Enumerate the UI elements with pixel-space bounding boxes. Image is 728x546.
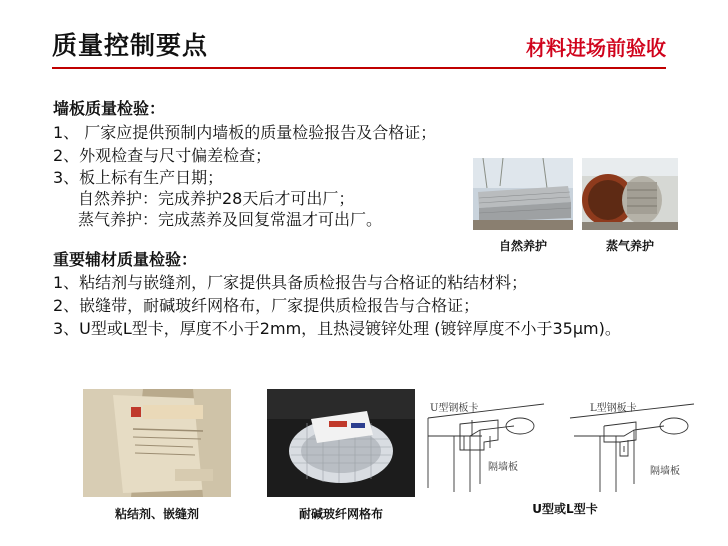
- wall-panel-item-2: 2、外观检查与尺寸偏差检查；: [53, 146, 272, 165]
- fiberglass-mesh-photo: [267, 389, 415, 497]
- u-clip-label: U型钢板卡: [430, 403, 479, 414]
- steam-curing-caption: 蒸气养护: [605, 239, 654, 253]
- page-title: 质量控制要点: [52, 31, 209, 60]
- aux-item-2: 2、嵌缝带，耐碱玻纤网格布，厂家提供质检报告与合格证；: [53, 296, 480, 315]
- adhesive-caption: 粘结剂、嵌缝剂: [114, 507, 199, 521]
- partition-label-l: 隔墙板: [650, 466, 680, 477]
- header-divider: [52, 67, 666, 69]
- wall-panel-item-3: 3、板上标有生产日期；: [53, 168, 224, 187]
- wall-panel-item-1: 1、 厂家应提供预制内墙板的质量检验报告及合格证；: [53, 123, 437, 142]
- aux-materials-heading: 重要辅材质量检验：: [53, 250, 198, 269]
- section-subtitle: 材料进场前验收: [526, 36, 666, 60]
- aux-item-3: 3、U型或L型卡，厚度不小于2mm，且热浸镀锌处理 (镀锌厚度不小于35μm)。: [53, 319, 621, 338]
- u-clip-drawing: [428, 404, 544, 492]
- wall-panel-heading: 墙板质量检验：: [53, 99, 166, 118]
- steam-curing-text: 蒸气养护：完成蒸养及回复常温才可出厂。: [78, 210, 383, 229]
- natural-curing-photo: [473, 158, 573, 230]
- mesh-caption: 耐碱玻纤网格布: [298, 507, 383, 521]
- l-clip-drawing: [570, 404, 694, 492]
- natural-curing-caption: 自然养护: [498, 239, 547, 253]
- l-clip-label: L型钢板卡: [590, 403, 637, 414]
- partition-label-u: 隔墙板: [488, 462, 518, 473]
- clip-diagram: [424, 396, 702, 498]
- steam-curing-photo: [582, 158, 678, 230]
- clip-caption: U型或L型卡: [532, 502, 598, 516]
- adhesive-bags-photo: [83, 389, 231, 497]
- natural-curing-text: 自然养护：完成养护28天后才可出厂；: [78, 189, 355, 208]
- aux-item-1: 1、粘结剂与嵌缝剂，厂家提供具备质检报告与合格证的粘结材料；: [53, 273, 528, 292]
